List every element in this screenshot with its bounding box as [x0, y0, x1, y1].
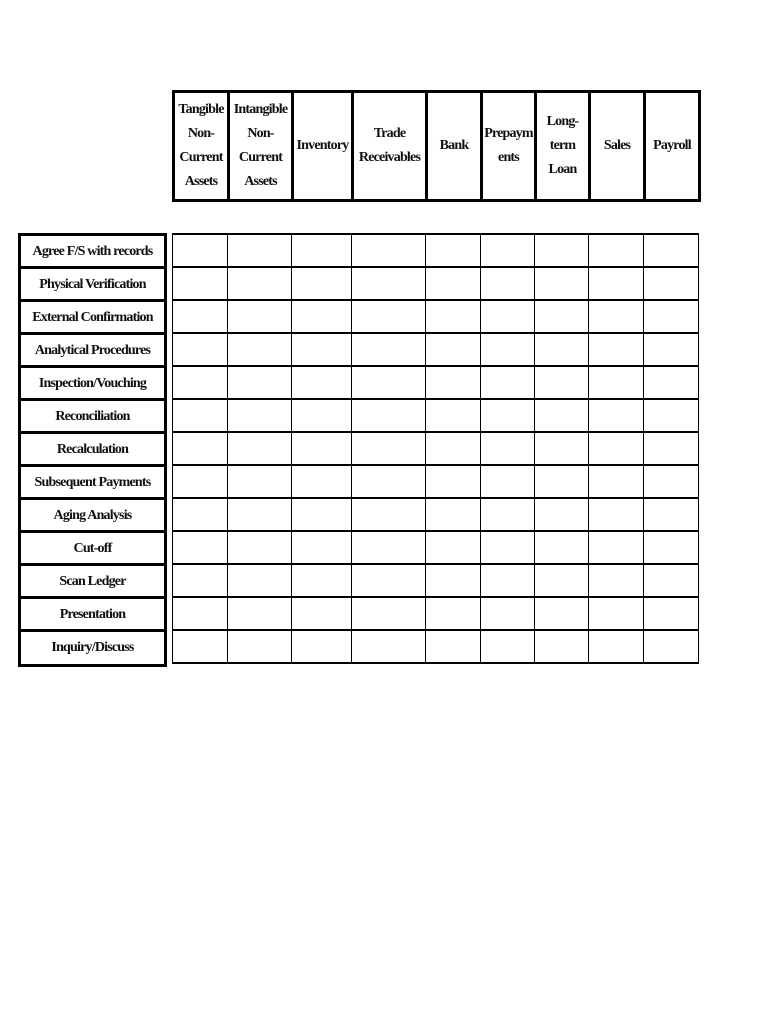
grid-cell[interactable] [535, 498, 589, 531]
grid-cell[interactable] [589, 630, 644, 663]
grid-cell[interactable] [228, 564, 292, 597]
grid-row [173, 366, 699, 399]
grid-cell[interactable] [173, 267, 228, 300]
grid-cell[interactable] [228, 432, 292, 465]
grid-cell[interactable] [644, 465, 699, 498]
row-label-agree-fs-with-records: Agree F/S with records [21, 236, 164, 269]
grid-cell[interactable] [426, 531, 481, 564]
grid-cell[interactable] [426, 432, 481, 465]
grid-cell[interactable] [535, 531, 589, 564]
row-label-reconciliation: Reconciliation [21, 401, 164, 434]
grid-cell[interactable] [481, 597, 535, 630]
grid-cell[interactable] [535, 399, 589, 432]
grid-cell[interactable] [481, 333, 535, 366]
grid-row [173, 597, 699, 630]
grid-cell[interactable] [644, 234, 699, 267]
grid-cell[interactable] [426, 300, 481, 333]
grid-cell[interactable] [228, 597, 292, 630]
grid-cell[interactable] [173, 234, 228, 267]
grid-cell[interactable] [173, 597, 228, 630]
grid-cell[interactable] [426, 465, 481, 498]
grid-cell[interactable] [173, 498, 228, 531]
grid-cell[interactable] [173, 432, 228, 465]
grid-cell[interactable] [644, 432, 699, 465]
grid-cell[interactable] [352, 597, 426, 630]
row-label-analytical-procedures: Analytical Procedures [21, 335, 164, 368]
row-label-recalculation: Recalculation [21, 434, 164, 467]
row-label-subsequent-payments: Subsequent Payments [21, 467, 164, 500]
column-header-long-term-loan: Long- term Loan [536, 92, 590, 201]
grid-cell[interactable] [228, 531, 292, 564]
grid-cell[interactable] [535, 234, 589, 267]
grid-cell[interactable] [644, 564, 699, 597]
grid-cell[interactable] [644, 498, 699, 531]
grid-row [173, 234, 699, 267]
grid-cell[interactable] [292, 333, 352, 366]
grid-cell[interactable] [228, 399, 292, 432]
grid-cell[interactable] [292, 465, 352, 498]
grid-cell[interactable] [589, 597, 644, 630]
row-label-aging-analysis: Aging Analysis [21, 500, 164, 533]
row-label-physical-verification: Physical Verification [21, 269, 164, 302]
grid-cell[interactable] [173, 333, 228, 366]
grid-cell[interactable] [292, 531, 352, 564]
grid-cell[interactable] [481, 630, 535, 663]
column-header-row [174, 92, 700, 201]
grid-cell[interactable] [228, 630, 292, 663]
grid-cell[interactable] [426, 630, 481, 663]
grid-cell[interactable] [481, 465, 535, 498]
column-header-tangible-non-current-assets: Tangible Non- Current Assets [174, 92, 229, 201]
grid-cell[interactable] [644, 333, 699, 366]
audit-procedure-grid [172, 233, 699, 664]
grid-row [173, 531, 699, 564]
grid-cell[interactable] [352, 267, 426, 300]
grid-cell[interactable] [589, 531, 644, 564]
grid-cell[interactable] [352, 399, 426, 432]
grid-cell[interactable] [589, 399, 644, 432]
row-label-cut-off: Cut-off [21, 533, 164, 566]
grid-cell[interactable] [352, 465, 426, 498]
grid-cell[interactable] [589, 234, 644, 267]
row-label-presentation: Presentation [21, 599, 164, 632]
grid-cell[interactable] [352, 234, 426, 267]
grid-row [173, 267, 699, 300]
grid-cell[interactable] [352, 300, 426, 333]
grid-cell[interactable] [292, 300, 352, 333]
grid-cell[interactable] [481, 366, 535, 399]
grid-cell[interactable] [173, 630, 228, 663]
row-label-inquiry-discuss: Inquiry/Discuss [51, 640, 134, 655]
grid-cell[interactable] [173, 465, 228, 498]
grid-cell[interactable] [481, 498, 535, 531]
grid-row [173, 333, 699, 366]
grid-cell[interactable] [352, 531, 426, 564]
column-header-inventory: Inventory [293, 92, 353, 201]
grid-cell[interactable] [535, 597, 589, 630]
grid-cell[interactable] [426, 366, 481, 399]
grid-cell[interactable] [535, 366, 589, 399]
grid-cell[interactable] [173, 531, 228, 564]
grid-cell[interactable] [228, 366, 292, 399]
grid-cell[interactable] [292, 564, 352, 597]
grid-cell[interactable] [292, 267, 352, 300]
grid-row [173, 399, 699, 432]
grid-cell[interactable] [173, 366, 228, 399]
grid-cell[interactable] [352, 366, 426, 399]
grid-cell[interactable] [481, 267, 535, 300]
grid-cell[interactable] [481, 531, 535, 564]
grid-cell[interactable] [589, 366, 644, 399]
grid-cell[interactable] [535, 300, 589, 333]
grid-cell[interactable] [352, 432, 426, 465]
grid-cell[interactable] [292, 399, 352, 432]
grid-row [173, 300, 699, 333]
grid-row [173, 432, 699, 465]
grid-cell[interactable] [481, 234, 535, 267]
row-label-list [18, 233, 167, 667]
grid-cell[interactable] [644, 597, 699, 630]
row-label-external-confirmation: External Confirmation [21, 302, 164, 335]
row-label-inspection-vouching: Inspection/Vouching [21, 368, 164, 401]
grid-cell[interactable] [589, 333, 644, 366]
grid-cell[interactable] [426, 498, 481, 531]
column-header-table [172, 90, 701, 202]
grid-cell[interactable] [292, 366, 352, 399]
grid-cell[interactable] [426, 267, 481, 300]
grid-cell[interactable] [535, 465, 589, 498]
grid-cell[interactable] [589, 564, 644, 597]
grid-cell[interactable] [352, 333, 426, 366]
column-header-trade-receivables: Trade Receivables [353, 92, 427, 201]
column-header-payroll: Payroll [645, 92, 700, 201]
grid-cell[interactable] [535, 333, 589, 366]
row-label-scan-ledger: Scan Ledger [21, 566, 164, 599]
grid-cell[interactable] [352, 630, 426, 663]
grid-cell[interactable] [292, 597, 352, 630]
grid-cell[interactable] [228, 267, 292, 300]
grid-row [173, 630, 699, 663]
grid-cell[interactable] [228, 234, 292, 267]
grid-cell[interactable] [535, 564, 589, 597]
grid-cell[interactable] [228, 300, 292, 333]
grid-cell[interactable] [535, 267, 589, 300]
grid-cell[interactable] [589, 465, 644, 498]
grid-cell[interactable] [426, 399, 481, 432]
grid-row [173, 564, 699, 597]
grid-cell[interactable] [426, 333, 481, 366]
grid-cell[interactable] [426, 597, 481, 630]
grid-cell[interactable] [481, 432, 535, 465]
grid-cell[interactable] [589, 267, 644, 300]
column-header-bank: Bank [427, 92, 482, 201]
grid-cell[interactable] [426, 564, 481, 597]
column-header-intangible-non-current-assets: Intangible Non- Current Assets [229, 92, 293, 201]
grid-cell[interactable] [589, 300, 644, 333]
grid-cell[interactable] [352, 564, 426, 597]
column-header-prepayments: Prepaym ents [482, 92, 536, 201]
grid-cell[interactable] [644, 300, 699, 333]
grid-cell[interactable] [228, 333, 292, 366]
grid-cell[interactable] [644, 630, 699, 663]
grid-cell[interactable] [292, 630, 352, 663]
grid-cell[interactable] [292, 234, 352, 267]
grid-cell[interactable] [481, 399, 535, 432]
grid-cell[interactable] [535, 630, 589, 663]
grid-cell[interactable] [292, 432, 352, 465]
grid-cell[interactable] [228, 465, 292, 498]
grid-row [173, 498, 699, 531]
grid-cell[interactable] [481, 564, 535, 597]
grid-cell[interactable] [644, 366, 699, 399]
grid-cell[interactable] [352, 498, 426, 531]
grid-cell[interactable] [644, 399, 699, 432]
grid-cell[interactable] [644, 267, 699, 300]
column-header-sales: Sales [590, 92, 645, 201]
grid-cell[interactable] [173, 399, 228, 432]
grid-cell[interactable] [589, 498, 644, 531]
grid-cell[interactable] [228, 498, 292, 531]
grid-row [173, 465, 699, 498]
grid-cell[interactable] [644, 531, 699, 564]
grid-cell[interactable] [589, 432, 644, 465]
grid-cell[interactable] [173, 564, 228, 597]
grid-cell[interactable] [426, 234, 481, 267]
grid-cell[interactable] [292, 498, 352, 531]
grid-cell[interactable] [481, 300, 535, 333]
grid-cell[interactable] [535, 432, 589, 465]
grid-cell[interactable] [173, 300, 228, 333]
